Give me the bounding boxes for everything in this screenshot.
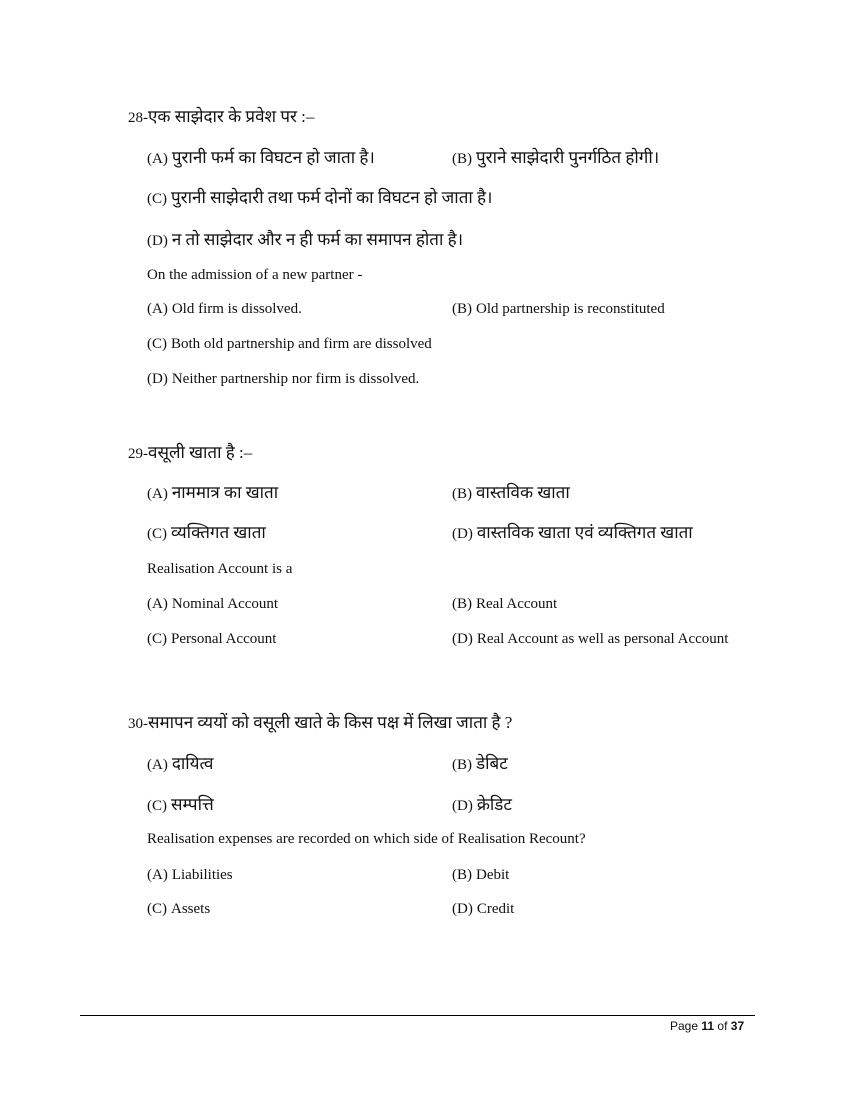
option-label: (B)	[452, 596, 472, 612]
question-text-hindi: समापन व्ययों को वसूली खाते के किस पक्ष में लिखा जाता है ?	[148, 713, 513, 732]
option-a-english	[147, 596, 278, 613]
option-label: (B)	[452, 867, 472, 883]
option-b-hindi	[452, 145, 659, 168]
question-number: 30-	[128, 716, 148, 732]
option-label: (D)	[452, 526, 473, 542]
question-number: 29-	[128, 446, 148, 462]
option-b-hindi	[452, 751, 508, 774]
question-30-english: Realisation expenses are recorded on which side of Realisation Recount?	[147, 831, 586, 847]
option-text: नाममात्र का खाता	[171, 483, 279, 502]
option-text: Real Account as well as personal Account	[476, 631, 729, 647]
footer-divider	[80, 1015, 755, 1016]
option-text: Debit	[476, 867, 510, 883]
option-c-english	[147, 901, 210, 918]
current-page: 11	[701, 1019, 715, 1033]
option-label: (B)	[452, 757, 472, 773]
option-d-hindi	[452, 792, 512, 815]
option-label: (D)	[452, 631, 473, 647]
page-word: Page	[670, 1019, 699, 1033]
option-b-hindi	[452, 480, 570, 503]
option-label: (C)	[147, 336, 167, 352]
option-text: व्यक्तिगत खाता	[171, 523, 266, 542]
question-number: 28-	[128, 110, 148, 126]
page-number	[670, 1019, 744, 1033]
option-text: Nominal Account	[171, 596, 279, 612]
option-text: पुरानी फर्म का विघटन हो जाता है।	[171, 148, 375, 167]
option-text: दायित्व	[171, 754, 214, 773]
option-b-english	[452, 867, 509, 884]
question-28-hindi	[128, 104, 314, 127]
option-d-english	[452, 631, 728, 648]
of-word: of	[717, 1019, 728, 1033]
option-text: Real Account	[476, 596, 558, 612]
option-text: Both old partnership and firm are dissolved	[171, 336, 432, 352]
option-text: पुरानी साझेदारी तथा फर्म दोनों का विघटन हो जाता है।	[171, 188, 493, 207]
option-label: (C)	[147, 798, 167, 814]
option-c-hindi	[147, 185, 493, 208]
option-label: (D)	[147, 233, 168, 249]
option-c-english	[147, 631, 276, 648]
option-label: (A)	[147, 596, 168, 612]
option-label: (D)	[452, 901, 473, 917]
option-a-hindi	[147, 145, 375, 168]
option-label: (A)	[147, 757, 168, 773]
option-label: (C)	[147, 631, 167, 647]
question-text-hindi: वसूली खाता है :–	[148, 443, 253, 462]
option-a-english	[147, 301, 302, 318]
option-text: Assets	[171, 901, 211, 917]
option-text: वास्तविक खाता	[476, 483, 570, 502]
option-a-hindi	[147, 480, 278, 503]
option-label: (A)	[147, 151, 168, 167]
option-label: (D)	[452, 798, 473, 814]
option-text: Neither partnership nor firm is dissolved.	[171, 371, 420, 387]
option-d-english	[147, 371, 419, 388]
option-text: सम्पत्ति	[171, 795, 214, 814]
option-label: (C)	[147, 191, 167, 207]
option-a-hindi	[147, 751, 213, 774]
option-a-english	[147, 867, 233, 884]
option-label: (B)	[452, 301, 472, 317]
question-28-english: On the admission of a new partner -	[147, 267, 363, 283]
option-label: (C)	[147, 901, 167, 917]
option-d-hindi	[452, 520, 693, 543]
option-text: न तो साझेदार और न ही फर्म का समापन होता है।	[171, 230, 464, 249]
option-d-hindi	[147, 227, 463, 250]
option-text: Liabilities	[171, 867, 233, 883]
option-c-english	[147, 336, 432, 353]
option-text: वास्तविक खाता एवं व्यक्तिगत खाता	[476, 523, 693, 542]
option-c-hindi	[147, 520, 266, 543]
option-c-hindi	[147, 792, 214, 815]
option-b-english	[452, 596, 557, 613]
option-text: डेबिट	[476, 754, 508, 773]
option-d-english	[452, 901, 514, 918]
option-b-english	[452, 301, 665, 318]
option-label: (B)	[452, 151, 472, 167]
question-text-hindi: एक साझेदार के प्रवेश पर :–	[148, 107, 315, 126]
option-label: (D)	[147, 371, 168, 387]
option-text: Personal Account	[171, 631, 277, 647]
option-text: पुराने साझेदारी पुनर्गठित होगी।	[476, 148, 660, 167]
total-pages: 37	[730, 1019, 745, 1033]
option-text: Old firm is dissolved.	[171, 301, 302, 317]
question-30-hindi	[128, 710, 512, 733]
option-label: (B)	[452, 486, 472, 502]
question-29-hindi	[128, 440, 252, 463]
option-text: Old partnership is reconstituted	[476, 301, 665, 317]
question-29-english: Realisation Account is a	[147, 561, 293, 577]
option-label: (A)	[147, 301, 168, 317]
option-label: (C)	[147, 526, 167, 542]
option-label: (A)	[147, 867, 168, 883]
option-text: क्रेडिट	[476, 795, 512, 814]
option-label: (A)	[147, 486, 168, 502]
option-text: Credit	[476, 901, 515, 917]
